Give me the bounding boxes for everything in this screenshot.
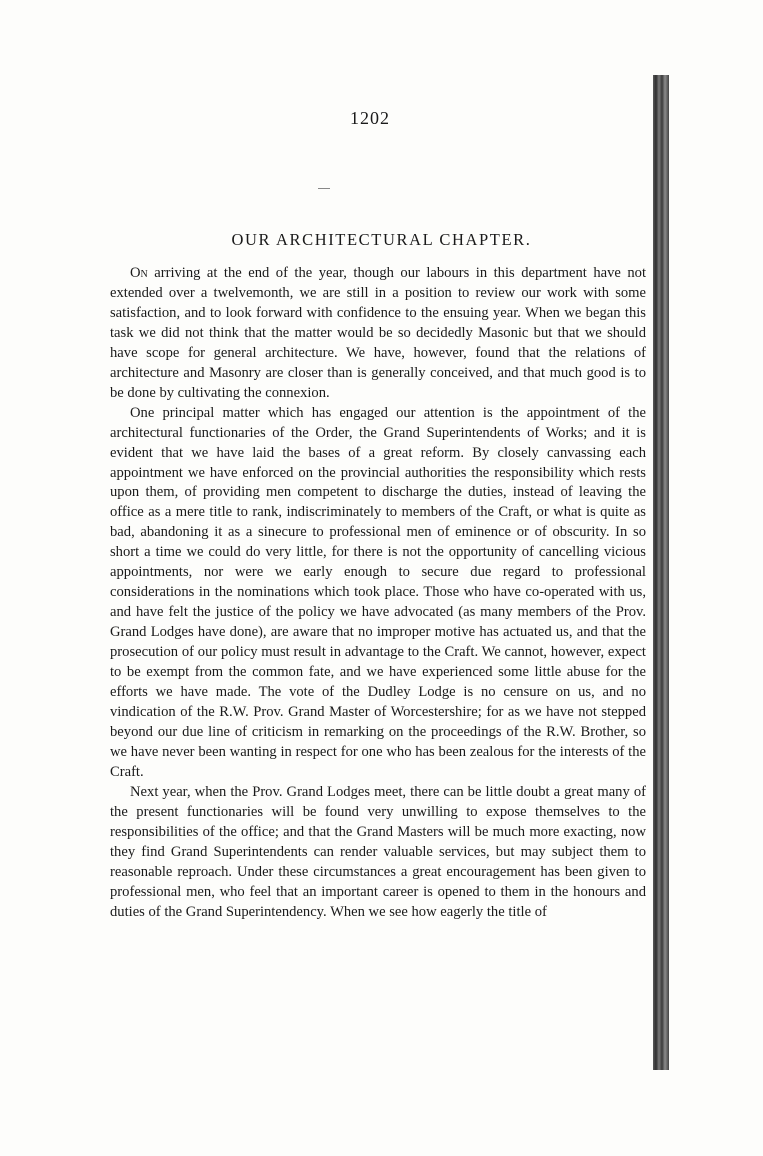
article-body: [110, 264, 646, 922]
paragraph-text: arriving at the end of the year, though our labours in this department have not extended over a twelvemonth, we are still in a position to review our work with some satisfaction, and to look forward with confidence to the ensuing year. When we began this task we did not think that the matter would be so decidedly Masonic but that we should have scope for general architecture. We have, however, found that the relations of architecture and Masonry are closer than is generally conceived, and that much good is to be done by cultivating the connexion.: [110, 265, 646, 401]
paragraph-lead: On: [130, 265, 148, 281]
paragraph-text: Next year, when the Prov. Grand Lodges meet, there can be little doubt a great many of the present functionaries will be found very unwilling to expose themselves to the responsibilities of the office; and that the Grand Masters will be much more exacting, now they find Grand Superintendents can render valuable services, but may subject them to reasonable reproach. Under these circumstances a great encouragement has been given to professional men, who feel that an important career is opened to them in the honours and duties of the Grand Superintendency. When we see how eagerly the title of: [110, 783, 646, 920]
binding-edge: [653, 75, 669, 1070]
ornament-dash: [318, 188, 330, 189]
paragraph: [110, 783, 646, 923]
paragraph: [110, 404, 646, 783]
chapter-title: OUR ARCHITECTURAL CHAPTER.: [231, 230, 532, 249]
page-number: 1202: [350, 108, 390, 128]
paragraph-text: One principal matter which has engaged our attention is the appointment of the architectural functionaries of the Order, the Grand Superintendents of Works; and it is evident that we have laid the bases of a great reform. By closely canvassing each appointment we have enforced on the provincial authorities the responsibility which rests upon them, of providing men competent to discharge the duties, instead of leaving the office as a mere title to rank, indiscriminately to members of the Craft, or what is quite as bad, abandoning it as a sinecure to professional men of eminence or of obscurity. In so short a time we could do very little, for there is not the opportunity of cancelling vicious appointments, nor were we early enough to secure due regard to professional considerations in the nominations which took place. Those who have co-operated with us, and have felt the justice of the policy we have advocated (as many members of the Prov. Grand Lodges have done), are aware that no improper motive has actuated us, and that the prosecution of our policy must result in advantage to the Craft. We cannot, however, expect to be exempt from the common fate, and we have experienced some little abuse for the efforts we have made. The vote of the Dudley Lodge is no censure on us, and no vindication of the R.W. Prov. Grand Master of Worcestershire; for as we have not stepped beyond our due line of criticism in remarking on the proceedings of the R.W. Brother, so we have never been wanting in respect for one who has been zealous for the interests of the Craft.: [110, 404, 646, 780]
paragraph: [110, 264, 646, 404]
